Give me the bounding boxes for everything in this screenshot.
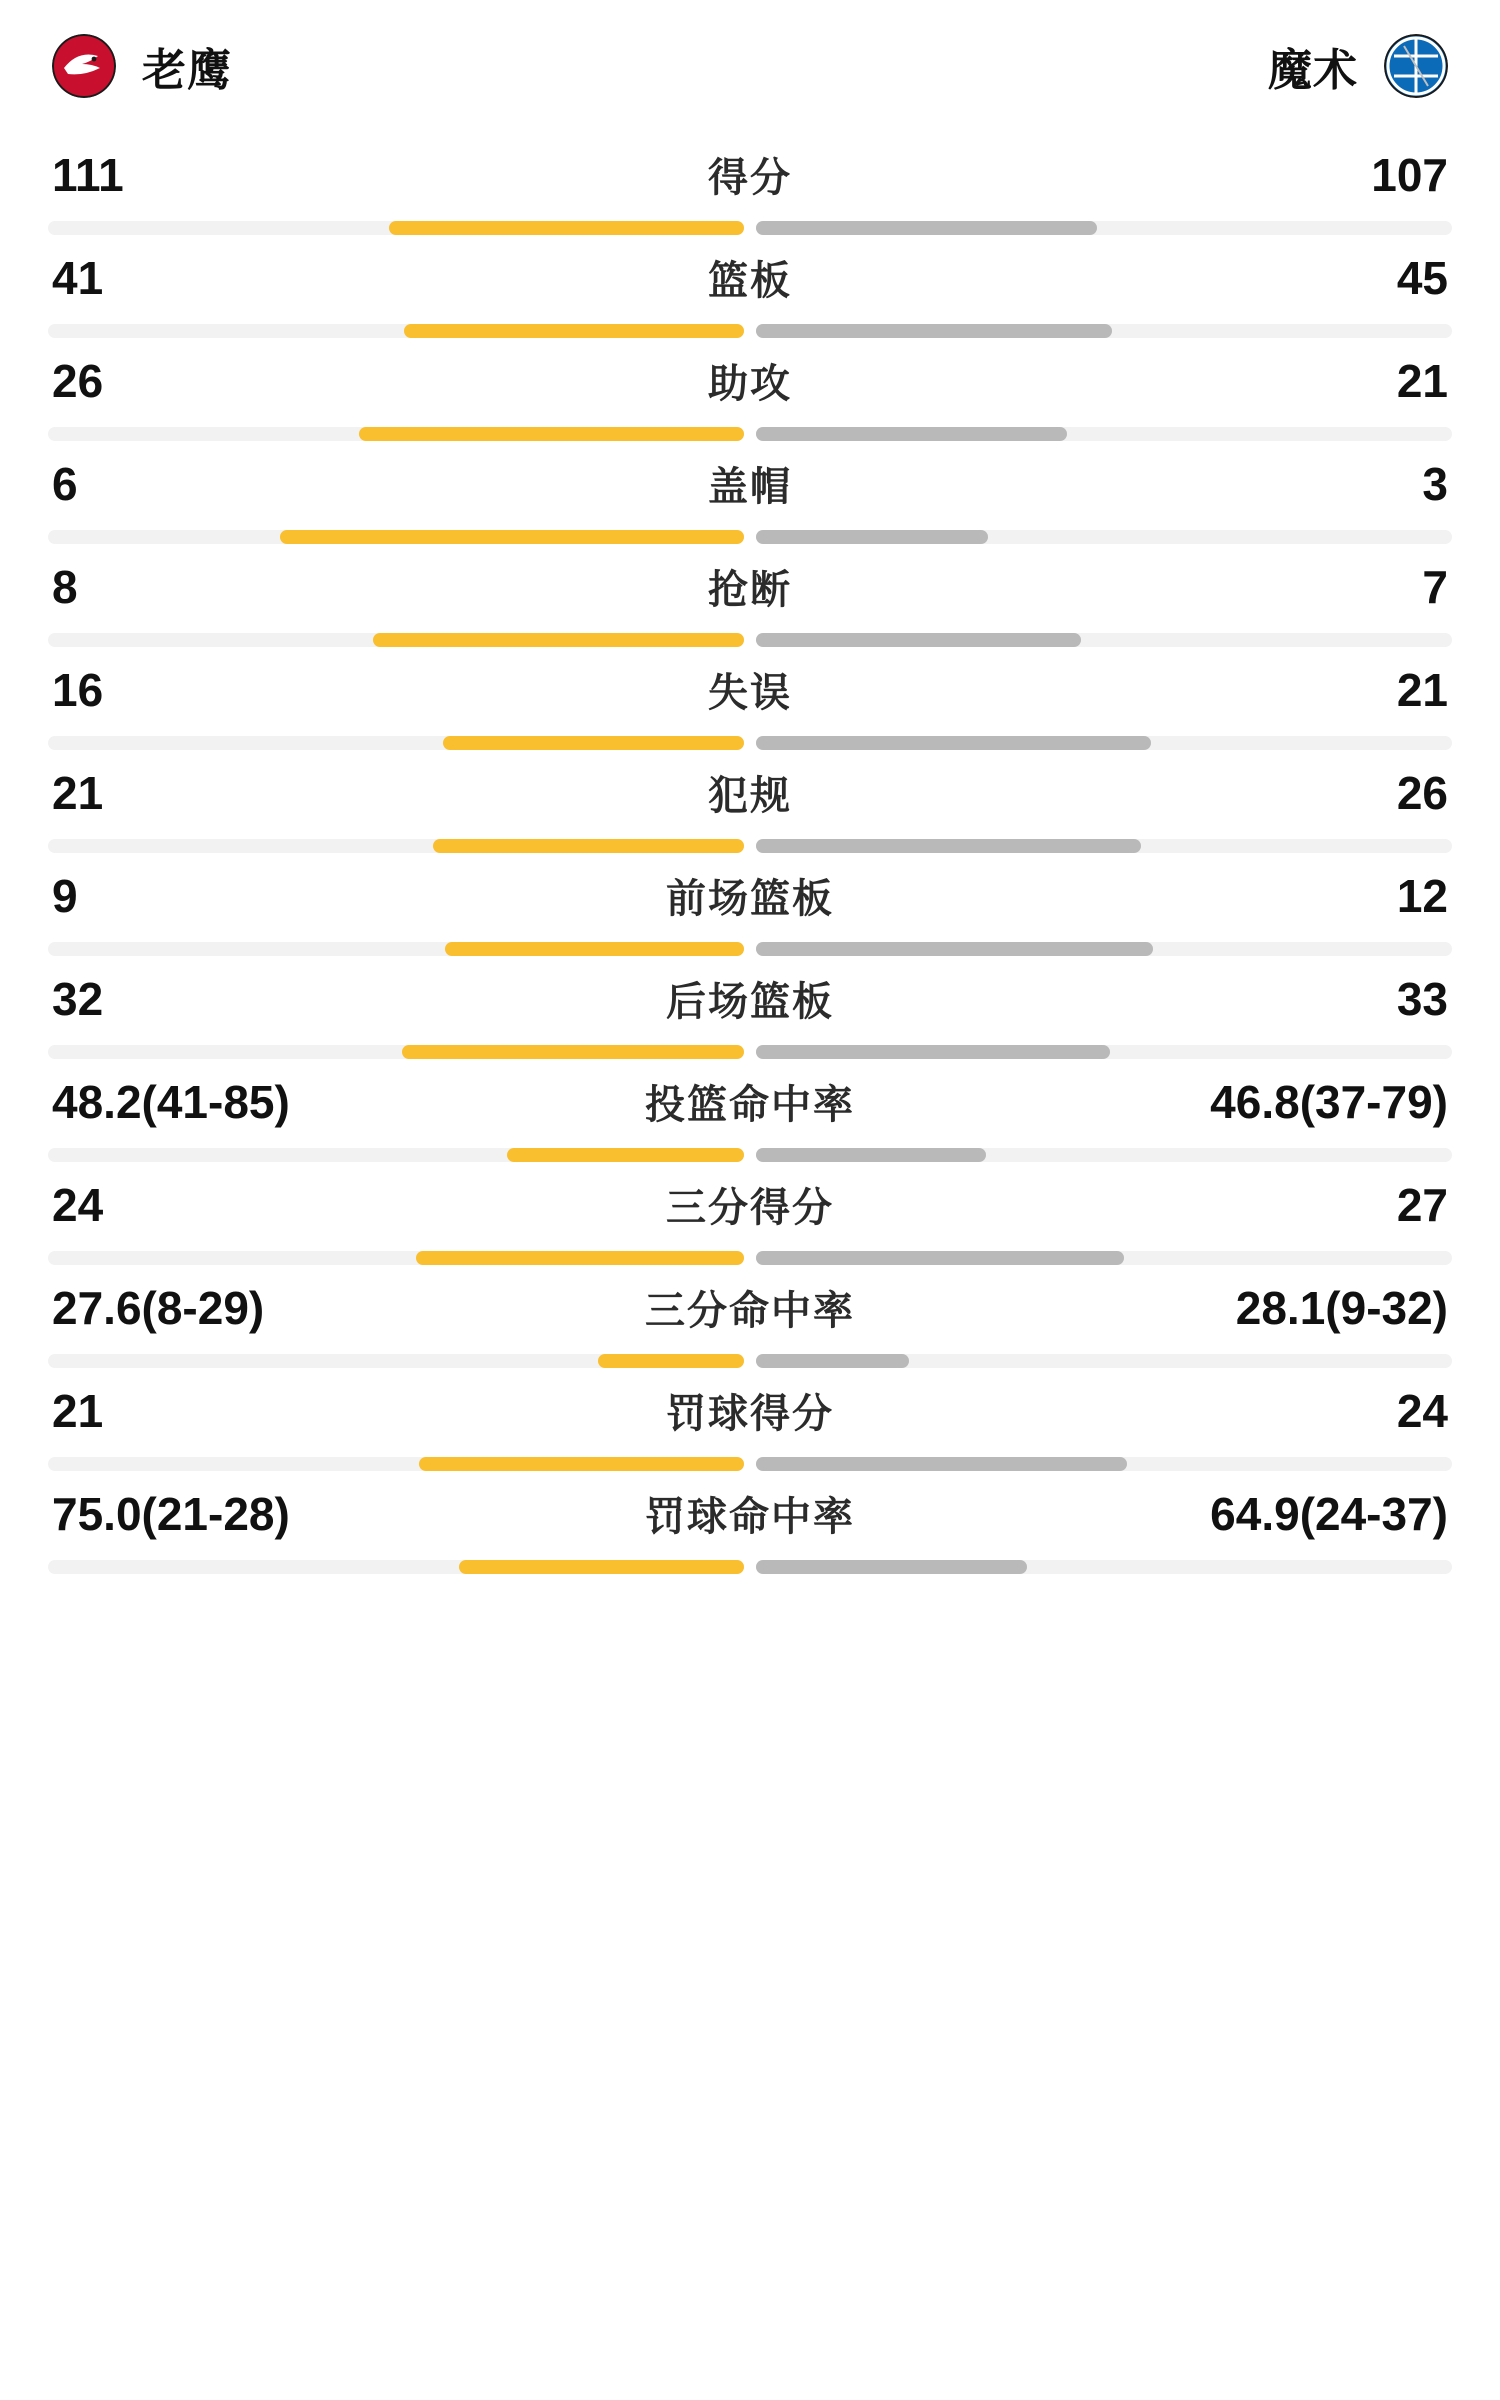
away-bar-track — [756, 1045, 1452, 1059]
home-bar-fill — [433, 839, 744, 853]
away-bar-track — [756, 1251, 1452, 1265]
away-bar-fill — [756, 1148, 986, 1162]
stat-row — [48, 956, 1452, 1059]
away-bar-fill — [756, 736, 1151, 750]
away-bar-track — [756, 736, 1452, 750]
home-bar-track — [48, 427, 744, 441]
comparison-bar — [48, 1354, 1452, 1368]
stat-label: 犯规 — [708, 774, 792, 818]
home-bar-fill — [373, 633, 744, 647]
stat-comparison-list — [48, 132, 1452, 1574]
stat-label: 罚球得分 — [666, 1392, 834, 1436]
stat-label: 投篮命中率 — [645, 1083, 855, 1127]
away-bar-track — [756, 633, 1452, 647]
away-bar-fill — [756, 942, 1153, 956]
away-bar-fill — [756, 633, 1081, 647]
away-bar-track — [756, 221, 1452, 235]
home-bar-track — [48, 1560, 744, 1574]
comparison-bar — [48, 1251, 1452, 1265]
home-bar-fill — [598, 1354, 744, 1368]
home-bar-track — [48, 530, 744, 544]
home-team[interactable] — [52, 34, 232, 98]
home-value: 48.2(41-85) — [52, 1076, 290, 1128]
home-bar-track — [48, 1251, 744, 1265]
home-bar-fill — [443, 736, 744, 750]
stat-row — [48, 647, 1452, 750]
stat-row — [48, 1471, 1452, 1574]
away-bar-track — [756, 1560, 1452, 1574]
away-bar-track — [756, 942, 1452, 956]
home-bar-track — [48, 942, 744, 956]
home-value: 6 — [52, 458, 78, 510]
away-value: 27 — [1396, 1179, 1448, 1231]
comparison-bar — [48, 736, 1452, 750]
away-bar-fill — [756, 839, 1141, 853]
home-bar-fill — [416, 1251, 744, 1265]
comparison-bar — [48, 1045, 1452, 1059]
away-value: 12 — [1396, 870, 1448, 922]
stat-label: 得分 — [708, 156, 792, 200]
home-bar-fill — [404, 324, 744, 338]
away-value: 64.9(24-37) — [1210, 1488, 1448, 1540]
stat-label: 篮板 — [708, 259, 792, 303]
home-bar-fill — [507, 1148, 744, 1162]
home-bar-track — [48, 1148, 744, 1162]
home-value: 8 — [52, 561, 78, 613]
home-bar-fill — [459, 1560, 744, 1574]
comparison-bar — [48, 221, 1452, 235]
away-bar-track — [756, 1148, 1452, 1162]
away-bar-track — [756, 530, 1452, 544]
match-header — [48, 0, 1452, 132]
home-bar-fill — [419, 1457, 744, 1471]
home-bar-fill — [280, 530, 744, 544]
away-bar-fill — [756, 427, 1067, 441]
stat-row — [48, 1162, 1452, 1265]
away-bar-fill — [756, 1457, 1127, 1471]
home-bar-fill — [402, 1045, 744, 1059]
home-bar-fill — [389, 221, 744, 235]
home-team-name: 老鹰 — [142, 46, 232, 95]
away-value: 7 — [1422, 561, 1448, 613]
home-value: 32 — [52, 973, 104, 1025]
away-bar-track — [756, 324, 1452, 338]
hawks-logo-icon — [52, 34, 116, 98]
home-value: 9 — [52, 870, 78, 922]
stat-row — [48, 544, 1452, 647]
stat-label: 三分命中率 — [645, 1289, 855, 1333]
away-bar-track — [756, 839, 1452, 853]
stat-row — [48, 441, 1452, 544]
away-value: 21 — [1396, 664, 1448, 716]
stat-row — [48, 1368, 1452, 1471]
comparison-bar — [48, 942, 1452, 956]
comparison-bar — [48, 427, 1452, 441]
stat-label: 罚球命中率 — [645, 1495, 855, 1539]
home-bar-track — [48, 633, 744, 647]
away-bar-fill — [756, 530, 988, 544]
comparison-bar — [48, 1457, 1452, 1471]
comparison-bar — [48, 324, 1452, 338]
away-bar-track — [756, 427, 1452, 441]
home-value: 26 — [52, 355, 104, 407]
away-bar-fill — [756, 1354, 909, 1368]
away-value: 33 — [1396, 973, 1448, 1025]
home-value: 24 — [52, 1179, 104, 1231]
away-value: 107 — [1371, 149, 1448, 201]
away-value: 45 — [1396, 252, 1448, 304]
comparison-bar — [48, 839, 1452, 853]
away-bar-fill — [756, 1560, 1027, 1574]
away-bar-track — [756, 1457, 1452, 1471]
home-bar-fill — [359, 427, 744, 441]
away-team[interactable] — [1268, 34, 1448, 98]
away-value: 24 — [1396, 1385, 1448, 1437]
home-bar-fill — [445, 942, 744, 956]
stat-label: 失误 — [708, 671, 792, 715]
away-bar-track — [756, 1354, 1452, 1368]
away-bar-fill — [756, 221, 1097, 235]
away-value: 28.1(9-32) — [1235, 1282, 1448, 1334]
stat-row — [48, 750, 1452, 853]
stat-label: 后场篮板 — [666, 980, 834, 1024]
away-value: 21 — [1396, 355, 1448, 407]
home-bar-track — [48, 736, 744, 750]
away-value: 46.8(37-79) — [1210, 1076, 1448, 1128]
comparison-bar — [48, 530, 1452, 544]
away-bar-fill — [756, 324, 1112, 338]
stat-label: 盖帽 — [708, 465, 792, 509]
comparison-bar — [48, 1560, 1452, 1574]
stat-row — [48, 853, 1452, 956]
home-bar-track — [48, 221, 744, 235]
stat-label: 助攻 — [708, 362, 792, 406]
home-value: 16 — [52, 664, 104, 716]
home-value: 21 — [52, 767, 104, 819]
magic-logo-icon — [1384, 34, 1448, 98]
stat-label: 抢断 — [708, 568, 792, 612]
home-value: 75.0(21-28) — [52, 1488, 290, 1540]
stat-row — [48, 235, 1452, 338]
comparison-bar — [48, 1148, 1452, 1162]
home-bar-track — [48, 1457, 744, 1471]
home-value: 27.6(8-29) — [52, 1282, 265, 1334]
stat-row — [48, 1265, 1452, 1368]
home-value: 41 — [52, 252, 104, 304]
away-bar-fill — [756, 1251, 1124, 1265]
comparison-bar — [48, 633, 1452, 647]
home-value: 21 — [52, 1385, 104, 1437]
home-bar-track — [48, 839, 744, 853]
away-bar-fill — [756, 1045, 1110, 1059]
stat-label: 前场篮板 — [666, 877, 834, 921]
home-value: 111 — [52, 149, 124, 201]
stat-label: 三分得分 — [666, 1186, 834, 1230]
stat-row — [48, 1059, 1452, 1162]
stat-row — [48, 338, 1452, 441]
home-bar-track — [48, 324, 744, 338]
away-value: 3 — [1422, 458, 1448, 510]
away-value: 26 — [1396, 767, 1448, 819]
stat-row — [48, 132, 1452, 235]
home-bar-track — [48, 1045, 744, 1059]
home-bar-track — [48, 1354, 744, 1368]
away-team-name: 魔术 — [1268, 46, 1358, 95]
